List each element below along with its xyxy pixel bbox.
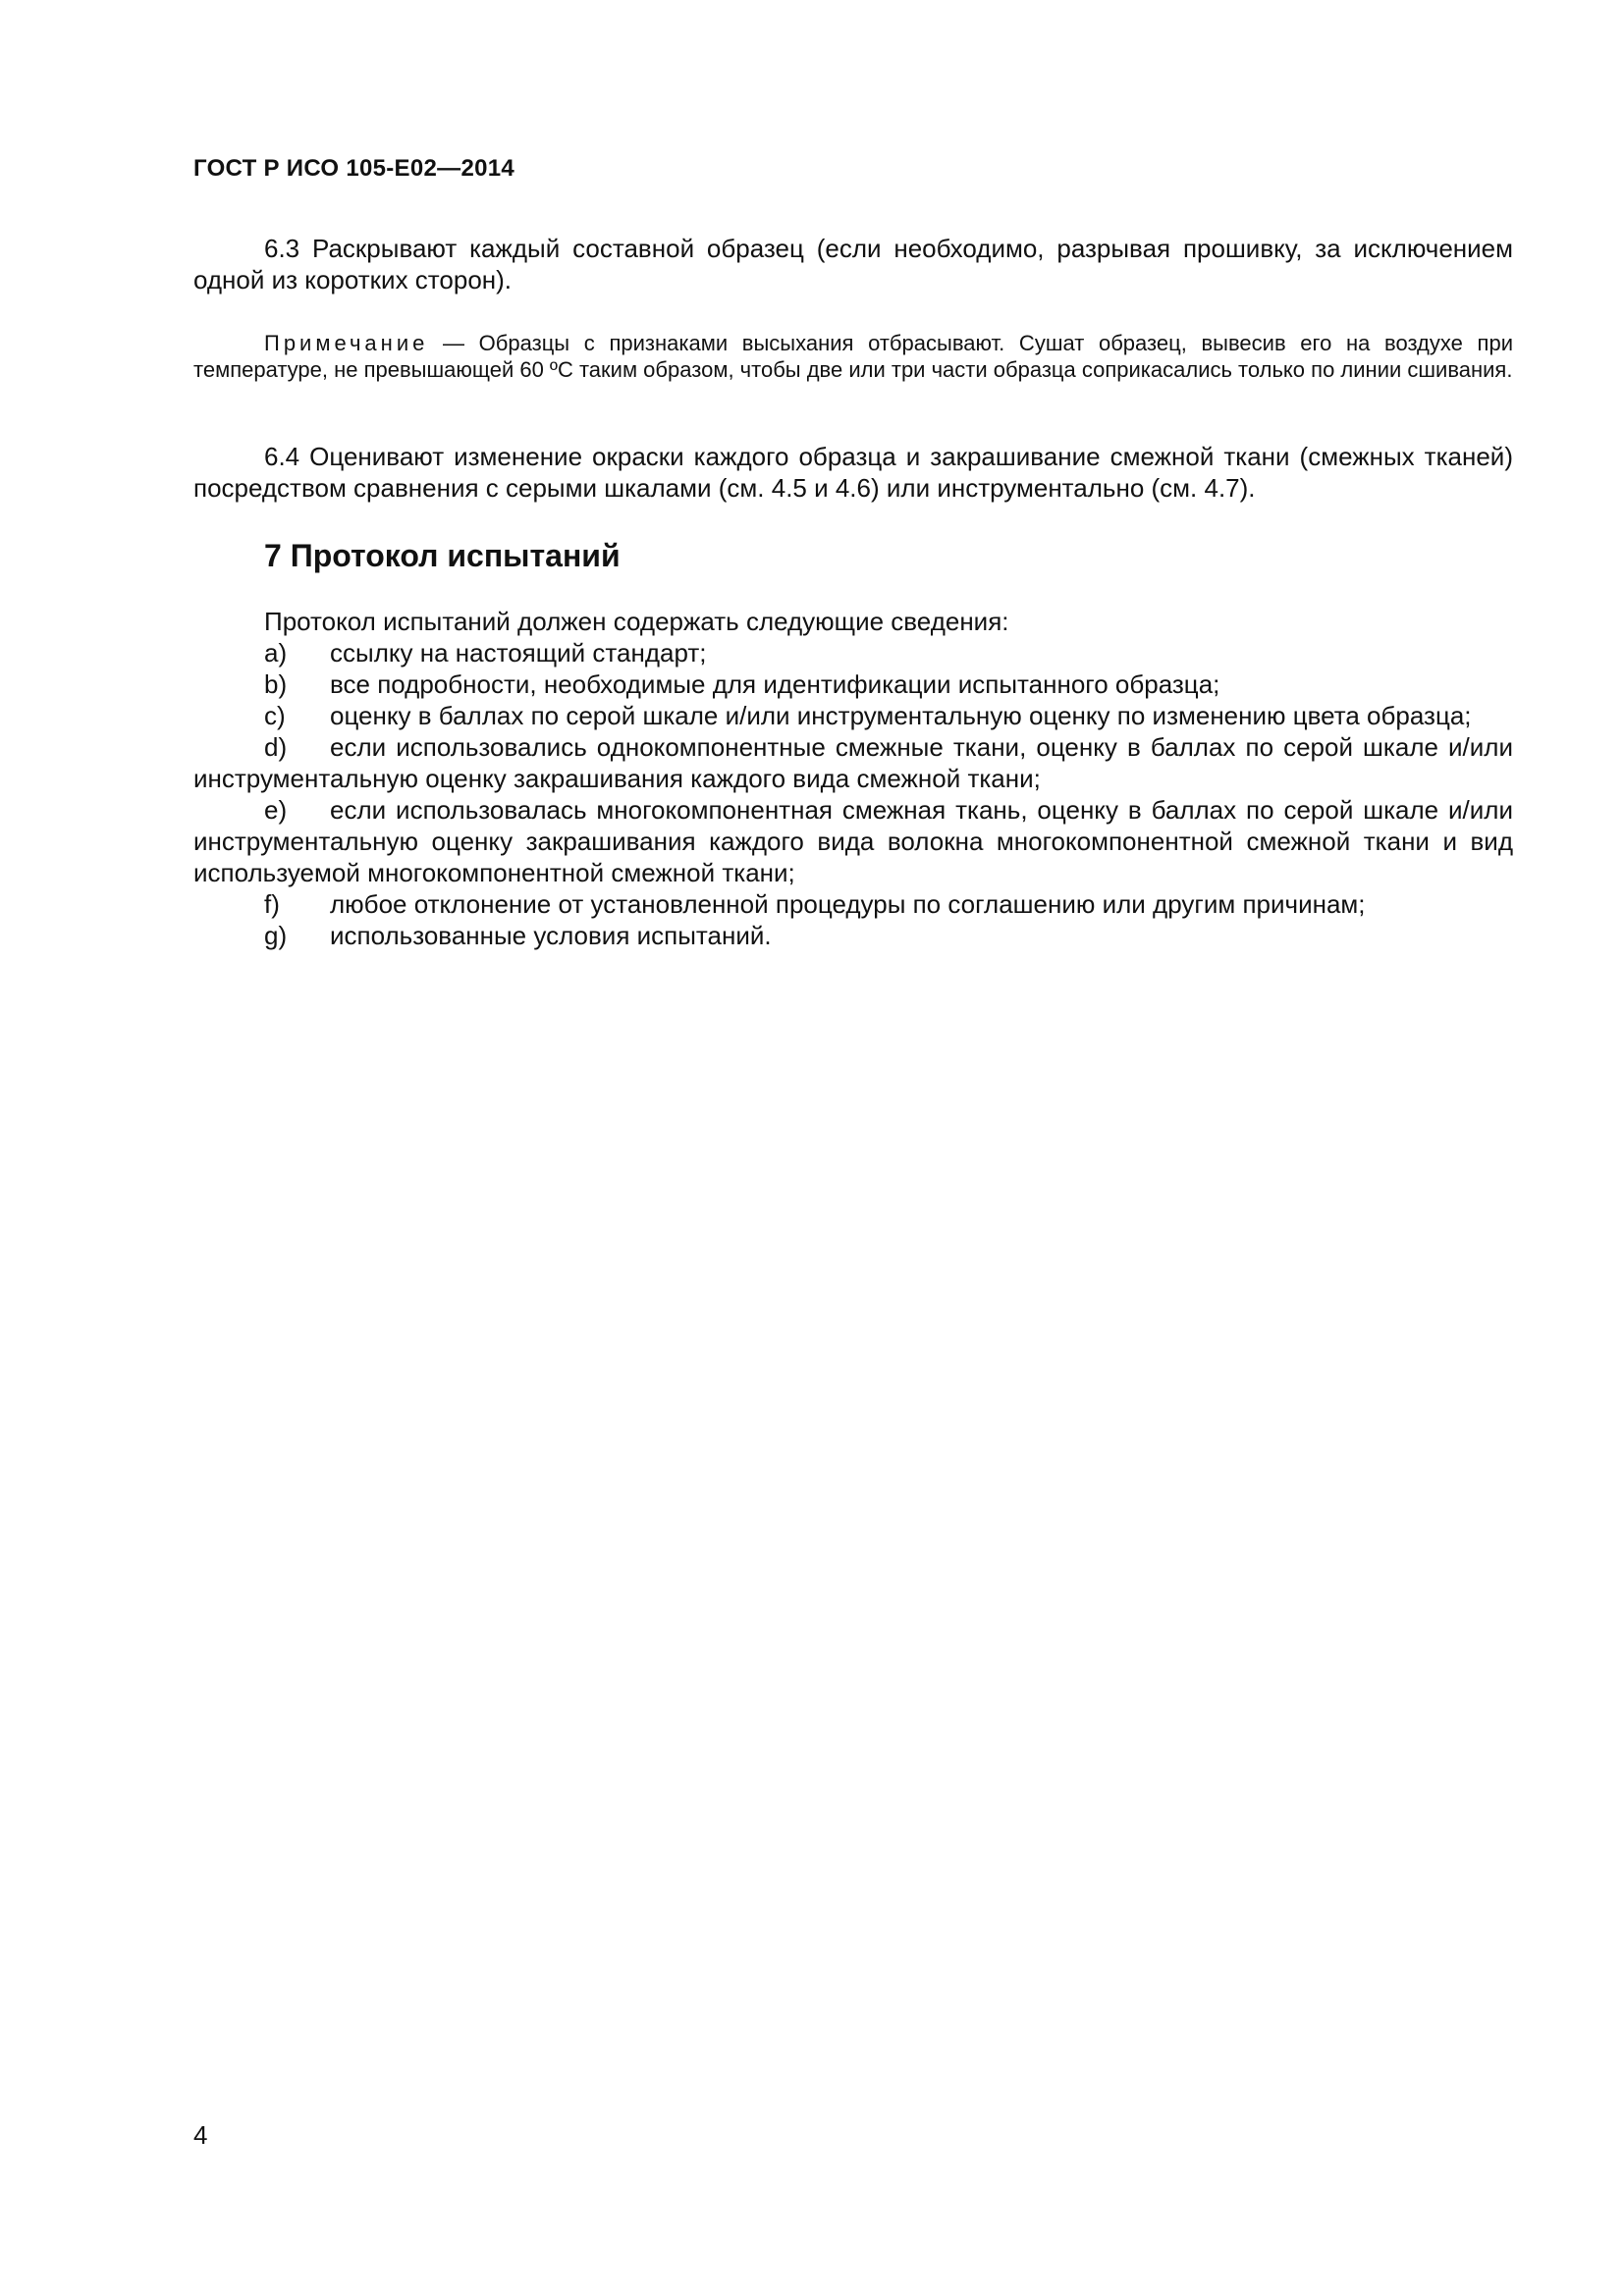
page-number: 4 — [193, 2120, 208, 2150]
section-heading: 7 Протокол испытаний — [264, 538, 621, 573]
list-item — [193, 637, 1513, 668]
list-item — [193, 668, 1513, 700]
test-report-list — [193, 606, 1513, 951]
paragraph-6-3: 6.3 Раскрывают каждый составной образец (если необходимо, разрывая прошивку, за исключением одной из коротких сторон). — [193, 234, 1513, 294]
list-marker: f) — [264, 889, 280, 919]
list-marker: d) — [264, 732, 288, 762]
list-item-text: оценку в баллах по серой шкале и/или инструментальную оценку по изменению цвета образца; — [330, 701, 1472, 730]
paragraph-6-4: 6.4 Оценивают изменение окраски каждого образца и закрашивание смежной ткани (смежных тканей) посредством сравнения с серыми шкалами (см. 4.5 и 4.6) или инструментально (см. 4.7). — [193, 442, 1513, 503]
list-marker: b) — [264, 669, 288, 699]
list-item-text: любое отклонение от установленной процедуры по соглашению или другим причинам; — [330, 889, 1366, 919]
list-marker: a) — [264, 638, 288, 667]
list-item-text: все подробности, необходимые для идентификации испытанного образца; — [330, 669, 1220, 699]
list-item-text: использованные условия испытаний. — [330, 921, 772, 950]
list-item-text: если использовалась многокомпонентная смежная ткань, оценку в баллах по серой шкале и/или инструментальную оценку закрашивания каждого вида волокна многокомпонентной смежной ткани и вид используемой многокомпонентной смежной ткани; — [193, 795, 1513, 887]
note-label: Примечание — [264, 331, 429, 355]
list-item — [193, 920, 1513, 951]
list-item-text: если использовались однокомпонентные смежные ткани, оценку в баллах по серой шкале и/или инструментальную оценку закрашивания каждого вида смежной ткани; — [193, 732, 1513, 793]
note-paragraph — [193, 330, 1513, 383]
list-marker: c) — [264, 701, 286, 730]
list-item — [193, 888, 1513, 920]
list-item — [193, 731, 1513, 794]
list-intro: Протокол испытаний должен содержать следующие сведения: — [264, 607, 1009, 636]
list-item — [193, 700, 1513, 731]
list-item — [193, 794, 1513, 888]
list-item-text: ссылку на настоящий стандарт; — [330, 638, 707, 667]
list-marker: g) — [264, 921, 288, 950]
note-text: — Образцы с признаками высыхания отбрасывают. Сушат образец, вывесив его на воздухе при температуре, не превышающей 60 ºС таким образом, чтобы две или три части образца соприкасались только по линии сшивания. — [193, 331, 1513, 382]
document-header: ГОСТ Р ИСО 105-E02—2014 — [193, 155, 515, 182]
list-marker: e) — [264, 795, 288, 825]
